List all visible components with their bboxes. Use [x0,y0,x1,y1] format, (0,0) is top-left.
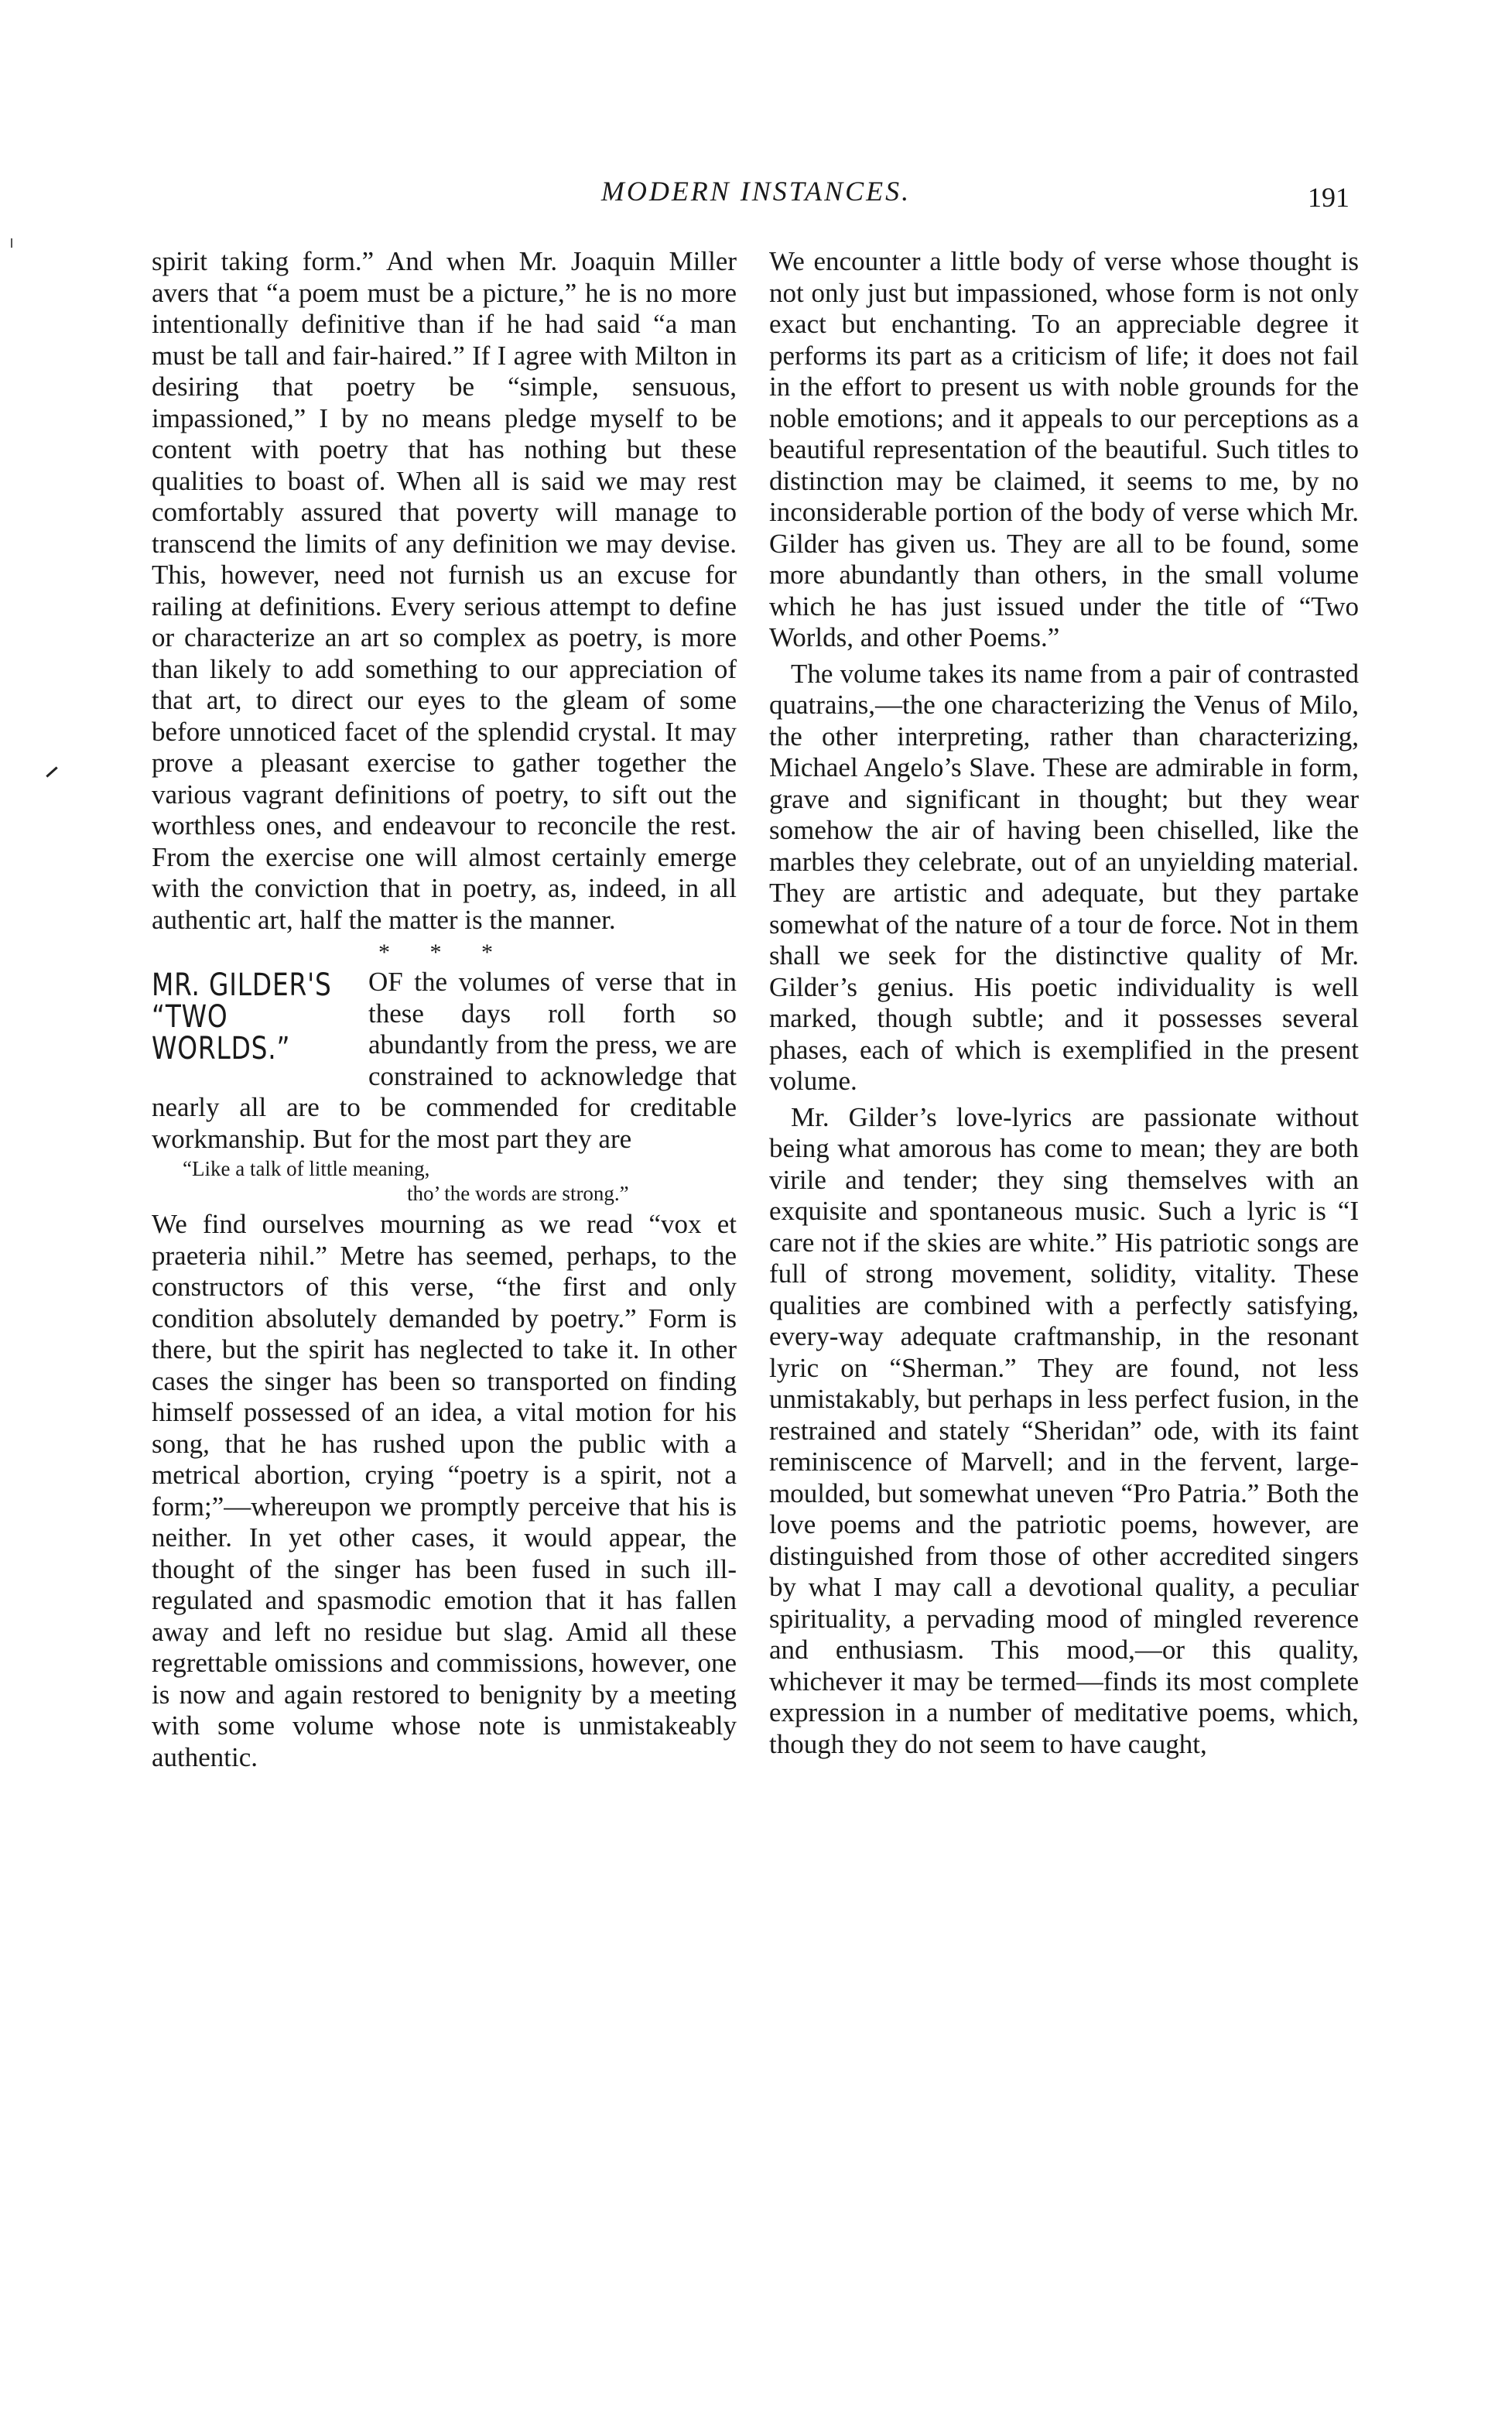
running-title: MODERN INSTANCES. [600,176,912,207]
paragraph: We find ourselves mourning as we read “vox et praeteria nihil.” Metre has seemed, perhaps, to the constructors of this verse, “the first and only condition absolutely demanded by poetry.” Form is there, but the spirit has neglected to take it. In other cases the singer has been so transported on finding himself possessed of an idea, a vital motion for his song, that he has rushed upon the public with a metrical abortion, crying “poetry is a spirit, not a form;”—whereupon we promptly perceive that his is neither. In yet other cases, it would appear, the thought of the singer has been fused in such ill-regulated and spasmodic emotion that it has fallen away and left no residue but slag. Amid all these regrettable omissions and commissions, however, one is now and again restored to benignity by a meeting with some volume whose note is unmistakeably authentic. [152,1209,737,1772]
section-separator: * * * [378,940,510,965]
page-number: 191 [1308,182,1350,213]
section-title-line: “TWO WORLDS.” [152,999,291,1066]
section-title [152,967,361,1066]
section-title-line: MR. GILDER'S [152,967,332,1003]
paragraph: OF the volumes of verse that in these days roll forth so abundantly from the press, we are constrained to acknowledge that nearly all are to be commended for creditable workmanship. But for the most part they are [152,967,737,1154]
quote-line: “Like a talk of little meaning, [183,1157,430,1180]
right-column [769,246,1359,1760]
section-head [152,967,737,1155]
paragraph: Mr. Gilder’s love-lyrics are passionate without being what amorous has come to mean; they are both virile and tender; they sing themselves with an exquisite and spontaneous music. Such a lyric is “I care not if the skies are white.” His patriotic songs are full of strong movement, solidity, vitality. These qualities are combined with a perfectly satisfying, every-way adequate craftmanship, in the resonant lyric on “Sherman.” They are found, not less unmistakably, but perhaps in less perfect fusion, in the restrained and stately “Sheridan” ode, with its faint reminiscence of Marvell; and in the fervent, large-moulded, but somewhat uneven “Pro Patria.” Both the love poems and the patriotic poems, however, are distinguished from those of other accredited singers by what I may call a devotional quality, a peculiar spirituality, a pervading mood of mingled reverence and enthusiasm. This mood,—or this quality, whichever it may be termed—finds its most complete expression in a number of meditative poems, which, though they do not seem to have caught, [769,1101,1359,1759]
left-column [152,246,737,1773]
block-quote [152,1156,737,1206]
quote-line: tho’ the words are strong.” [407,1182,629,1205]
paragraph: spirit taking form.” And when Mr. Joaquin Miller avers that “a poem must be a picture,” he is no more intentionally definitive than if he had said “a man must be tall and fair-haired.” If I agree with Milton in desiring that poetry be “simple, sensuous, impassioned,” I by no means pledge myself to be content with poetry that has nothing but these qualities to boast of. When all is said we may rest comfortably assured that poverty will manage to transcend the limits of any definition we may devise. This, however, need not furnish us an excuse for railing at definitions. Every serious attempt to define or characterize an art so complex as poetry, is more than likely to add something to our appreciation of that art, to direct our eyes to the gleam of some before unnoticed facet of the splendid crystal. It may prove a pleasant exercise to gather together the various vagrant definitions of poetry, to sift out the worthless ones, and endeavour to reconcile the rest. From the exercise one will almost certainly emerge with the conviction that in poetry, as, indeed, in all authentic art, half the matter is the manner. [152,246,737,935]
margin-pencil-mark [46,766,57,777]
paragraph: We encounter a little body of verse whose thought is not only just but impassioned, whose form is not only exact but enchanting. To an appreciable degree it performs its part as a criticism of life; it does not fail in the effort to present us with noble grounds for the noble emotions; and it appeals to our perceptions as a beautiful representation of the beautiful. Such titles to distinction may be claimed, it seems to me, by no inconsiderable portion of the body of verse which Mr. Gilder has given us. They are all to be found, some more abundantly than others, in the small volume which he has just issued under the title of “Two Worlds, and other Poems.” [769,246,1359,652]
paragraph: The volume takes its name from a pair of contrasted quatrains,—the one characterizing the Venus of Milo, the other interpreting, rather than characterizing, Michael Angelo’s Slave. These are admirable in form, grave and significant in thought; but they wear somehow the air of having been chiselled, like the marbles they celebrate, out of an unyielding material. They are artistic and adequate, but they partake somewhat of the nature of a tour de force. Not in them shall we seek for the distinctive quality of Mr. Gilder’s genius. His poetic individuality is well marked, though subtle; and it possesses several phases, each of which is exemplified in the present volume. [769,658,1359,1096]
margin-mark [11,238,12,248]
